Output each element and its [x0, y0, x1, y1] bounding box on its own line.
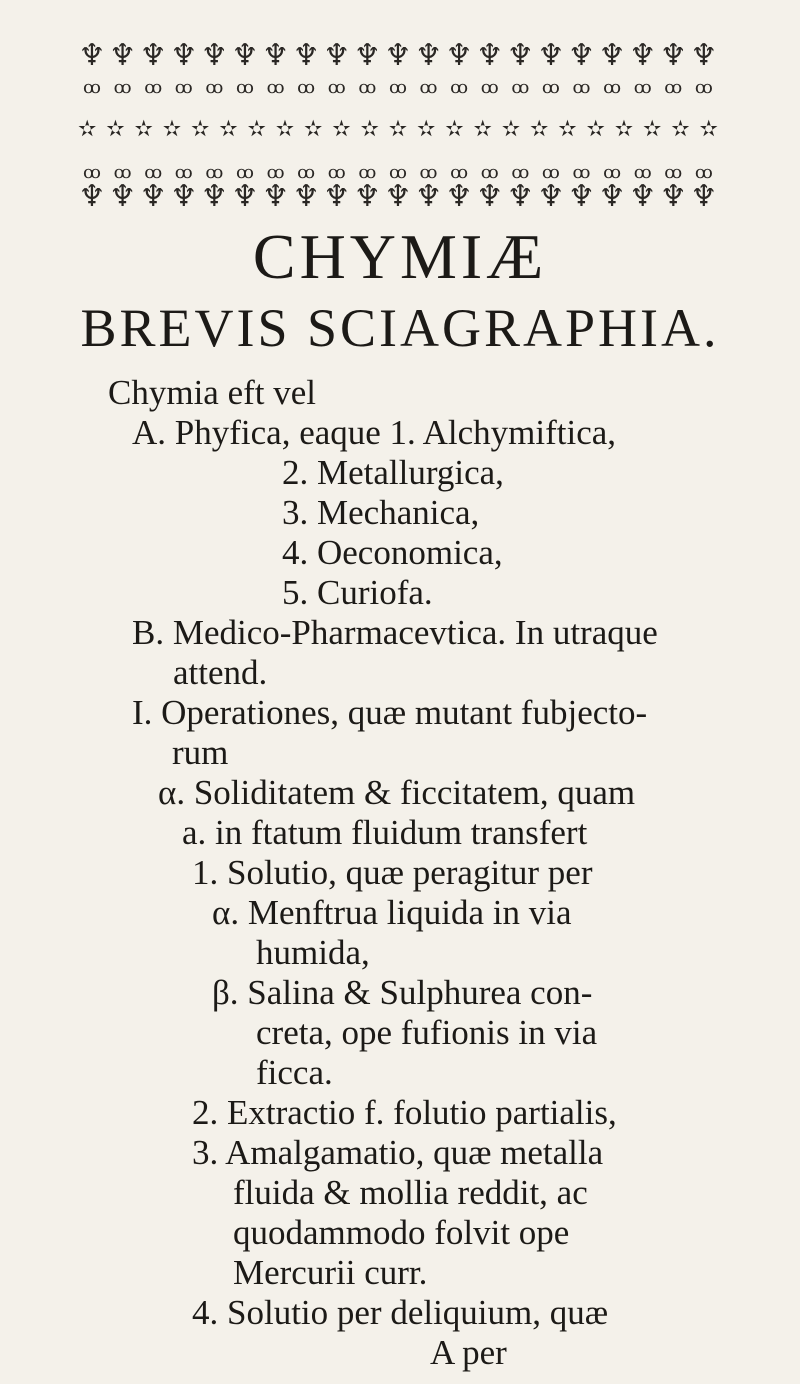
cross-fleuree-ornament-icon: ꝏ♆: [323, 162, 351, 213]
star-ornament-icon: ✫: [417, 116, 436, 141]
cross-fleuree-ornament-icon: ꝏ♆: [506, 162, 534, 213]
ornament-row-bottom: [78, 148, 718, 218]
cross-fleuree-ornament-icon: ♆ꝏ: [231, 39, 259, 97]
cross-fleuree-ornament-icon: ♆ꝏ: [292, 39, 320, 97]
cross-fleuree-ornament-icon: ꝏ♆: [537, 162, 565, 213]
cross-fleuree-ornament-icon: ♆ꝏ: [659, 39, 687, 97]
star-ornament-icon: ✫: [78, 116, 97, 141]
text-line: Mercurii curr.: [233, 1253, 428, 1292]
cross-fleuree-ornament-icon: ꝏ♆: [415, 162, 442, 213]
catchword-line: A per: [430, 1333, 507, 1372]
cross-fleuree-ornament-icon: ꝏ♆: [690, 162, 718, 213]
ornament-row-top: [78, 30, 718, 110]
star-ornament-icon: ✫: [388, 116, 408, 141]
text-line: 3. Amalgamatio, quæ metalla: [192, 1133, 604, 1172]
star-ornament-icon: ✫: [643, 116, 662, 141]
star-ornament-icon: ✫: [247, 116, 266, 141]
cross-fleuree-ornament-icon: ♆ꝏ: [415, 39, 442, 97]
cross-fleuree-ornament-icon: ♆ꝏ: [384, 39, 412, 97]
cross-fleuree-ornament-icon: ꝏ♆: [659, 162, 687, 213]
star-ornament-icon: ✫: [106, 116, 125, 141]
text-line: 5. Curiofa.: [282, 573, 433, 612]
cross-fleuree-ornament-icon: ♆ꝏ: [200, 39, 228, 97]
page-title: CHYMIÆ: [252, 221, 548, 292]
text-line: attend.: [173, 653, 268, 692]
star-ornament-icon: ✫: [360, 116, 379, 141]
cross-fleuree-ornament-icon: ♆ꝏ: [170, 39, 198, 97]
star-ornament-icon: ✫: [191, 116, 210, 141]
star-ornament-icon: ✫: [134, 116, 153, 141]
star-ornament-icon: ✫: [219, 116, 238, 141]
cross-fleuree-ornament-icon: ꝏ♆: [231, 162, 259, 213]
star-ornament-icon: ✫: [558, 116, 577, 141]
star-ornament-icon: ✫: [614, 116, 634, 141]
cross-fleuree-ornament-icon: ꝏ♆: [292, 162, 320, 213]
cross-fleuree-ornament-icon: ♆ꝏ: [598, 39, 626, 97]
text-line: 4. Oeconomica,: [282, 533, 503, 572]
cross-fleuree-ornament-icon: ꝏ♆: [200, 162, 228, 213]
ornament-row-stars: [78, 112, 718, 146]
text-line: α. Soliditatem & ficcitatem, quam: [158, 773, 636, 812]
cross-fleuree-ornament-icon: ꝏ♆: [568, 162, 595, 213]
cross-fleuree-ornament-icon: ♆ꝏ: [506, 39, 534, 97]
cross-fleuree-ornament-icon: ♆ꝏ: [445, 39, 473, 97]
cross-fleuree-ornament-icon: ♆ꝏ: [78, 39, 106, 97]
text-line: rum: [172, 733, 229, 772]
text-line: B. Medico-Pharmacevtica. In utraque: [132, 613, 658, 652]
cross-fleuree-ornament-icon: ꝏ♆: [384, 162, 412, 213]
star-ornament-icon: ✫: [501, 116, 521, 141]
text-line: α. Menftrua liquida in via: [212, 893, 572, 932]
cross-fleuree-ornament-icon: ♆ꝏ: [139, 39, 167, 97]
cross-fleuree-ornament-icon: ꝏ♆: [262, 162, 290, 213]
cross-fleuree-ornament-icon: ♆ꝏ: [629, 39, 657, 97]
text-line: ficca.: [256, 1053, 333, 1092]
text-line: 2. Extractio f. folutio partialis,: [192, 1093, 617, 1132]
text-line: β. Salina & Sulphurea con-: [212, 973, 593, 1012]
cross-fleuree-ornament-icon: ꝏ♆: [139, 162, 167, 213]
star-ornament-icon: ✫: [530, 116, 549, 141]
cross-fleuree-ornament-icon: ♆ꝏ: [262, 39, 290, 97]
text-line: a. in ftatum fluidum transfert: [182, 813, 588, 852]
cross-fleuree-ornament-icon: ♆ꝏ: [323, 39, 351, 97]
star-ornament-icon: ✫: [671, 116, 690, 141]
text-line: fluida & mollia reddit, ac: [233, 1173, 588, 1212]
cross-fleuree-ornament-icon: ♆ꝏ: [537, 39, 565, 97]
star-ornament-icon: ✫: [586, 116, 605, 141]
text-line: A. Phyfica, eaque 1. Alchymiftica,: [132, 413, 617, 452]
cross-fleuree-ornament-icon: ♆ꝏ: [690, 39, 718, 97]
cross-fleuree-ornament-icon: ♆ꝏ: [568, 39, 595, 97]
star-ornament-icon: ✫: [304, 116, 323, 141]
star-ornament-icon: ✫: [275, 116, 295, 141]
text-line: humida,: [256, 933, 370, 972]
cross-fleuree-ornament-icon: ꝏ♆: [598, 162, 626, 213]
cross-fleuree-ornament-icon: ꝏ♆: [78, 162, 106, 213]
text-line: 3. Mechanica,: [282, 493, 480, 532]
text-line: 4. Solutio per deliquium, quæ: [192, 1293, 609, 1332]
star-ornament-icon: ✫: [332, 116, 351, 141]
text-line: quodammodo folvit ope: [233, 1213, 570, 1252]
cross-fleuree-ornament-icon: ꝏ♆: [353, 162, 381, 213]
cross-fleuree-ornament-icon: ♆ꝏ: [353, 39, 381, 97]
text-line: I. Operationes, quæ mutant fubjecto-: [132, 693, 648, 732]
cross-fleuree-ornament-icon: ♆ꝏ: [109, 39, 137, 97]
cross-fleuree-ornament-icon: ꝏ♆: [445, 162, 473, 213]
cross-fleuree-ornament-icon: ꝏ♆: [109, 162, 137, 213]
text-line: creta, ope fufionis in via: [256, 1013, 598, 1052]
cross-fleuree-ornament-icon: ꝏ♆: [476, 162, 504, 213]
text-line: Chymia eft vel: [108, 373, 317, 412]
text-line: 2. Metallurgica,: [282, 453, 504, 492]
page-subtitle: BREVIS SCIAGRAPHIA.: [80, 298, 720, 358]
star-ornament-icon: ✫: [445, 116, 464, 141]
cross-fleuree-ornament-icon: ꝏ♆: [170, 162, 198, 213]
cross-fleuree-ornament-icon: ♆ꝏ: [476, 39, 504, 97]
cross-fleuree-ornament-icon: ꝏ♆: [629, 162, 657, 213]
text-line: 1. Solutio, quæ peragitur per: [192, 853, 593, 892]
star-ornament-icon: ✫: [162, 116, 182, 141]
star-ornament-icon: ✫: [699, 116, 718, 141]
star-ornament-icon: ✫: [473, 116, 492, 141]
